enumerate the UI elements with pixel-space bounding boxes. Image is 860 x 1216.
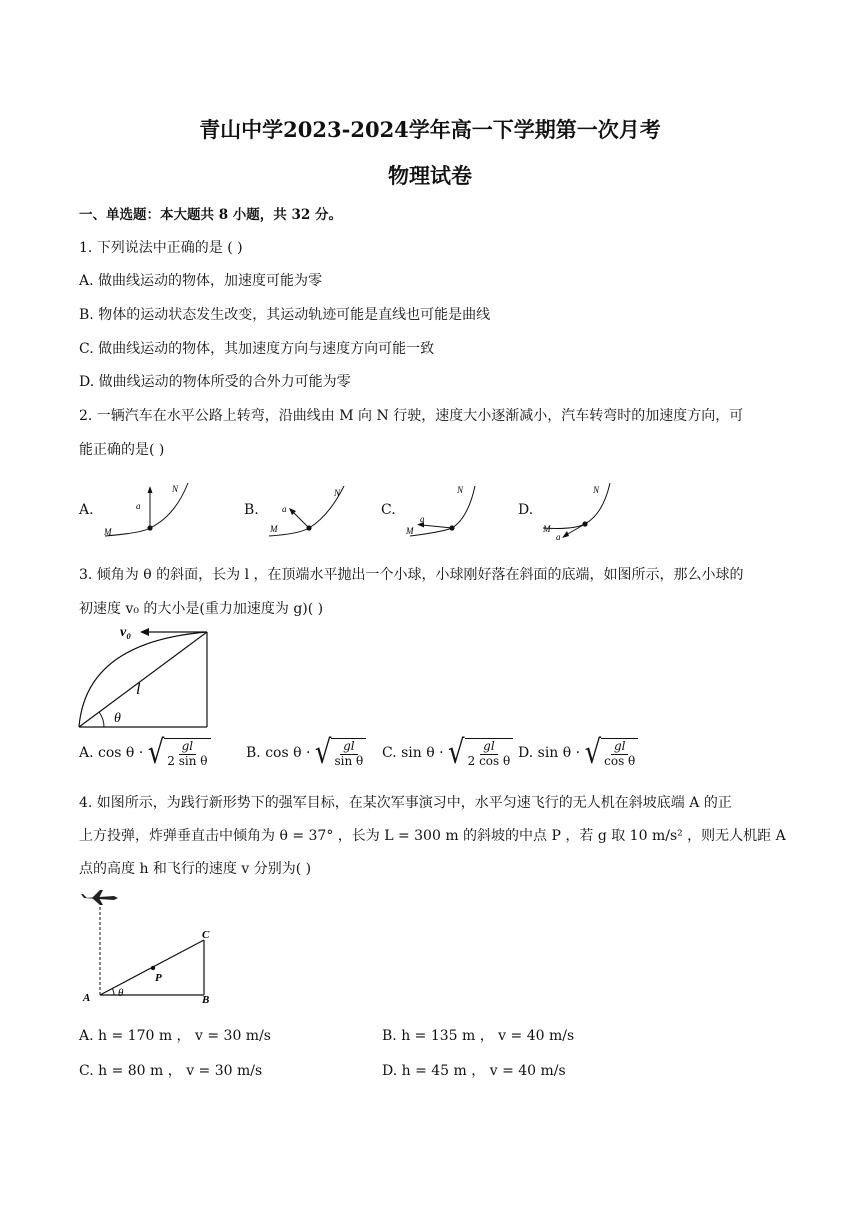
q1-option-a: A. 做曲线运动的物体，加速度可能为零	[79, 273, 323, 289]
q2-c-m-label: M	[406, 526, 414, 536]
q4-a-label: A	[83, 992, 91, 1004]
q2-a-n-label: N	[172, 484, 179, 494]
q1-stem: 1. 下列说法中正确的是 ( )	[79, 240, 243, 256]
q4-theta-label: θ	[118, 987, 124, 999]
section-heading: 一、单选题：本大题共 8 小题，共 32 分。	[79, 207, 342, 223]
q1-option-c: C. 做曲线运动的物体，其加速度方向与速度方向可能一致	[79, 341, 435, 357]
q2-stem-line2: 能正确的是( )	[79, 442, 165, 458]
q2-d-m-label: M	[543, 524, 551, 534]
q2-b-m-label: M	[270, 524, 278, 534]
q1-option-d: D. 做曲线运动的物体所受的合外力可能为零	[79, 374, 351, 390]
q1-option-b: B. 物体的运动状态发生改变，其运动轨迹可能是直线也可能是曲线	[79, 307, 491, 323]
q4-figure-slope	[78, 886, 223, 1008]
q4-b-label: B	[202, 994, 210, 1006]
q3-option-d: D. sin θ · √ $\frac{gl}{\text{cos θ}}$	[518, 738, 638, 769]
q3-v0-label: v₀	[120, 625, 132, 640]
q2-c-n-label: N	[457, 485, 464, 495]
q2-figure-d	[538, 478, 638, 540]
q2-option-c-label: C.	[381, 502, 396, 518]
q2-figure-c	[400, 478, 500, 540]
q3-figure-incline	[76, 622, 212, 730]
q2-figure-a	[100, 478, 200, 540]
q4-stem-line3: 点的高度 h 和飞行的速度 v 分别为( )	[79, 861, 312, 877]
q2-figure-b	[264, 478, 364, 540]
q2-a-m-label: M	[104, 527, 112, 537]
q4-option-d: D. h = 45 m ， v = 40 m/s	[382, 1063, 566, 1079]
q2-option-a-label: A.	[79, 502, 94, 518]
q2-stem-line1: 2. 一辆汽车在水平公路上转弯，沿曲线由 M 向 N 行驶，速度大小逐渐减小，汽车转弯时的加速度方向，可	[79, 408, 744, 424]
q3-l-label: l	[136, 681, 141, 698]
exam-title: 青山中学2023-2024学年高一下学期第一次月考	[199, 117, 661, 142]
q2-b-accel-label: a	[282, 504, 287, 514]
q3-option-a: A. cos θ · √ $\frac{gl}{\text{2 sin θ}}$	[79, 738, 211, 769]
q4-option-a: A. h = 170 m ， v = 30 m/s	[79, 1028, 271, 1044]
q3-option-c: C. sin θ · √ $\frac{gl}{\text{2 cos θ}}$	[382, 738, 513, 769]
exam-subtitle: 物理试卷	[388, 163, 472, 188]
q4-stem-line1: 4. 如图所示，为践行新形势下的强军目标，在某次军事演习中，水平匀速飞行的无人机在斜坡底端 A 的正	[79, 795, 732, 811]
q4-stem-line2: 上方投弹，炸弹垂直击中倾角为 θ = 37° ，长为 L = 300 m 的斜坡的中点 P ，若 g 取 10 m/s² ，则无人机距 A	[79, 828, 786, 844]
q2-option-d-label: D.	[518, 502, 534, 518]
q2-option-b-label: B.	[244, 502, 259, 518]
q3-theta-label: θ	[114, 711, 121, 726]
q3-stem-line2: 初速度 v₀ 的大小是(重力加速度为 g)( )	[79, 601, 324, 617]
q4-option-c: C. h = 80 m ， v = 30 m/s	[79, 1063, 263, 1079]
q4-option-b: B. h = 135 m ， v = 40 m/s	[382, 1028, 575, 1044]
q2-d-accel-label: a	[556, 532, 561, 540]
q2-a-accel-label: a	[136, 501, 141, 511]
q2-c-accel-label: a	[420, 514, 425, 524]
q3-stem-line1: 3. 倾角为 θ 的斜面，长为 l ，在顶端水平抛出一个小球，小球刚好落在斜面的底端，如图所示，那么小球的	[79, 567, 744, 583]
q2-d-n-label: N	[593, 485, 600, 495]
q2-b-n-label: N	[334, 488, 341, 498]
q4-p-label: P	[155, 972, 162, 984]
q4-c-label: C	[202, 929, 210, 941]
q3-option-b: B. cos θ · √ $\frac{gl}{\text{sin θ}}$	[246, 738, 366, 769]
